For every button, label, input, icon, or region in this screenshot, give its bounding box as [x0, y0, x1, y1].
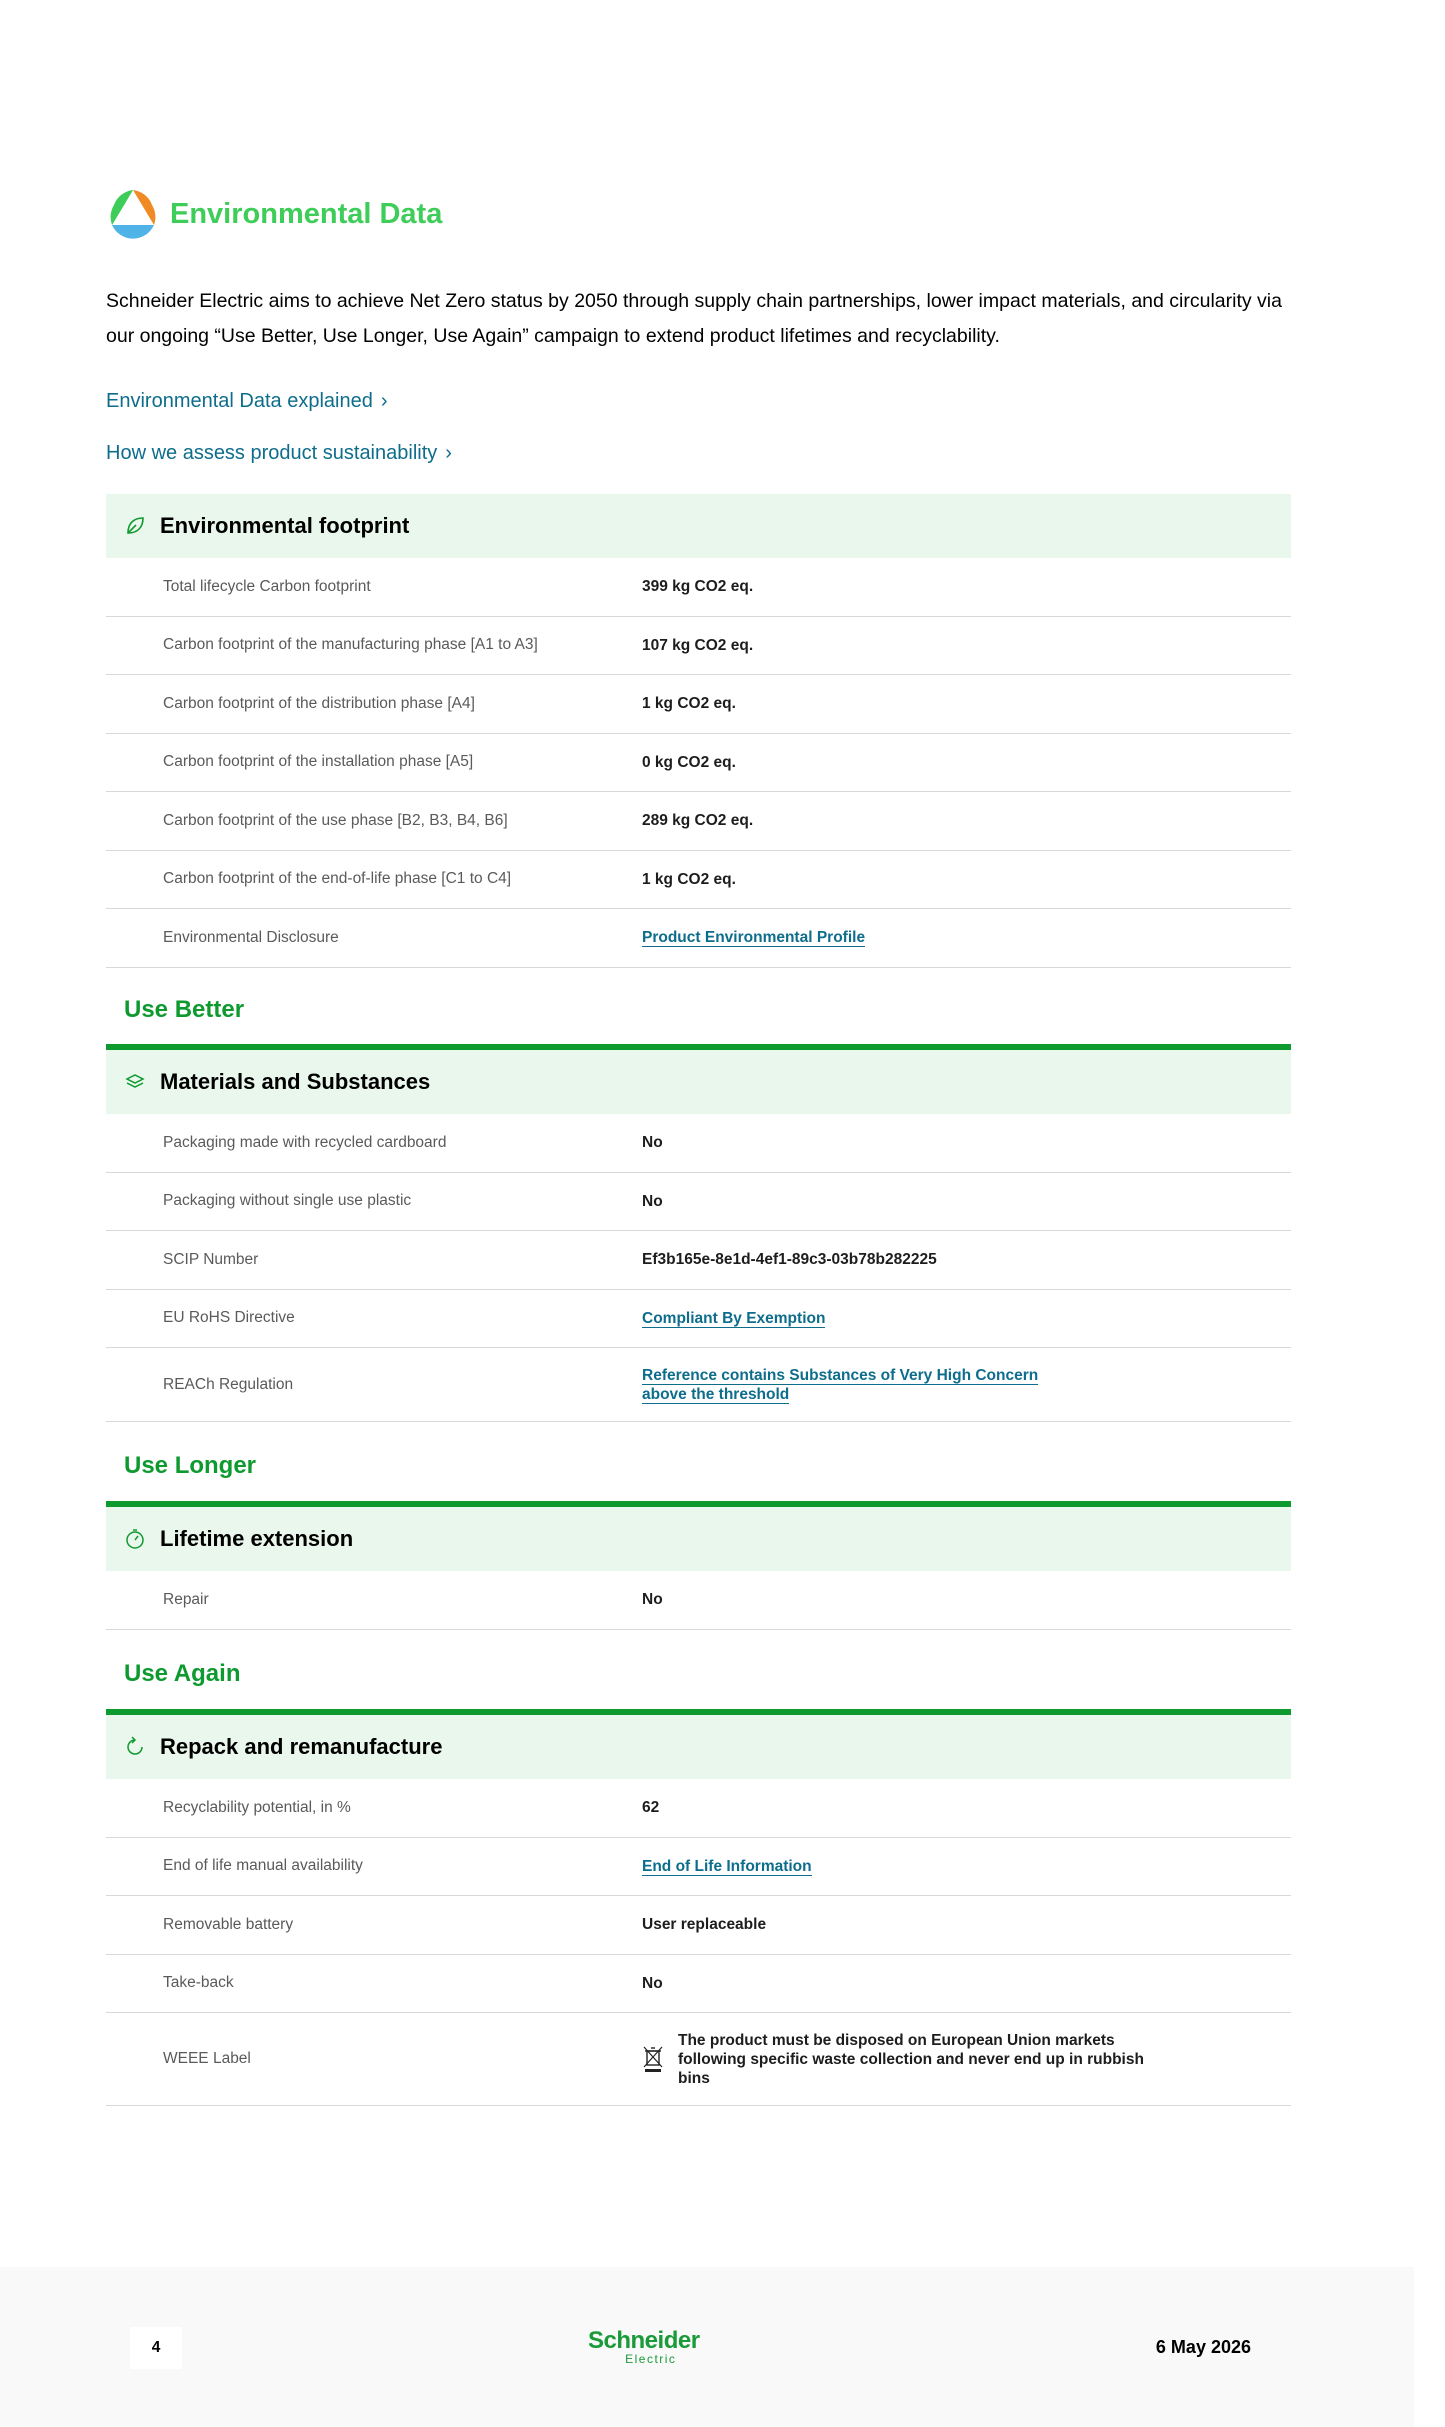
row-label: REACh Regulation [163, 1375, 294, 1393]
table-row [106, 1114, 1291, 1173]
table-row [106, 851, 1291, 910]
page-footer [0, 2267, 1414, 2427]
table-row [106, 1348, 1291, 1422]
chevron-right-icon: › [445, 442, 452, 464]
reach-svhc-link-line2[interactable]: above the threshold [642, 1385, 790, 1403]
row-label: End of life manual availability [163, 1857, 363, 1875]
row-value [642, 1309, 1291, 1328]
assess-sustainability-link[interactable] [106, 442, 452, 465]
materials-substances-section [106, 1044, 1291, 1422]
row-value: 0 kg CO2 eq. [642, 753, 736, 771]
table-row [106, 1231, 1291, 1290]
link-label: Environmental Data explained [106, 390, 373, 412]
row-label: WEEE Label [163, 2050, 251, 2067]
logo-line2: Electric [625, 2352, 677, 2366]
table-row [106, 1838, 1291, 1897]
row-label: Repair [163, 1590, 209, 1608]
environmental-footprint-section [106, 494, 1291, 968]
row-label: Removable battery [163, 1915, 294, 1933]
table-row [106, 1779, 1291, 1838]
table-row [106, 1571, 1291, 1630]
row-value: User replaceable [642, 1916, 767, 1934]
table-row [106, 792, 1291, 851]
row-label: Environmental Disclosure [163, 928, 339, 946]
table-row [106, 734, 1291, 793]
section-title: Materials and Substances [160, 1069, 431, 1094]
row-value: 107 kg CO2 eq. [642, 636, 754, 654]
table-row [106, 1896, 1291, 1955]
section-header [106, 494, 1291, 558]
table-row [106, 558, 1291, 617]
row-label: Carbon footprint of the manufacturing phase [A1 to A3] [163, 636, 538, 654]
row-label: Carbon footprint of the end-of-life phase [C1 to C4] [163, 870, 512, 888]
row-label: Carbon footprint of the distribution phase [A4] [163, 694, 475, 712]
section-header [106, 1044, 1291, 1114]
timer-icon [124, 1528, 146, 1550]
row-label: Take-back [163, 1974, 234, 1992]
row-label: Recyclability potential, in % [163, 1798, 351, 1816]
table-row [106, 617, 1291, 676]
footer-date: 6 May 2026 [1155, 2337, 1251, 2357]
row-label: EU RoHS Directive [163, 1309, 295, 1327]
section-title: Lifetime extension [160, 1526, 354, 1551]
repack-remanufacture-section [106, 1709, 1291, 2106]
weee-description: The product must be disposed on European Union markets following specific waste collection and never end up in rubbish bins [678, 2031, 1144, 2087]
intro-paragraph: Schneider Electric aims to achieve Net Zero status by 2050 through supply chain partnerships, lower impact materials, and circularity via our ongoing “Use Better, Use Longer, Use Again” campaign to extend product lifetimes and recyclability. [106, 290, 1282, 347]
row-value: 289 kg CO2 eq. [642, 812, 754, 830]
row-value [642, 1857, 1291, 1876]
row-value: 62 [642, 1799, 660, 1817]
layers-icon [124, 1071, 146, 1093]
row-value: No [642, 1974, 663, 1992]
table-row [106, 1290, 1291, 1349]
rohs-compliance-link[interactable]: Compliant By Exemption [642, 1309, 826, 1327]
section-header [106, 1709, 1291, 1779]
page-title: Environmental Data [170, 197, 443, 230]
leaf-icon [124, 515, 146, 537]
page-title-row [106, 186, 442, 242]
chevron-right-icon: › [380, 390, 388, 412]
lifetime-extension-section [106, 1501, 1291, 1630]
link-label: How we assess product sustainability [106, 442, 438, 464]
logo-line1: Schneider [588, 2327, 700, 2354]
row-value: 399 kg CO2 eq. [642, 578, 754, 596]
row-value [642, 2031, 1291, 2088]
group-title-use-better: Use Better [124, 996, 245, 1023]
row-value: No [642, 1591, 663, 1609]
environmental-logo-icon [106, 187, 160, 241]
section-header [106, 1501, 1291, 1571]
row-value [642, 1366, 1291, 1404]
reach-svhc-link[interactable]: Reference contains Substances of Very High Concern [642, 1366, 1039, 1384]
row-value [642, 928, 1291, 947]
row-value: No [642, 1134, 663, 1152]
end-of-life-information-link[interactable]: End of Life Information [642, 1857, 812, 1875]
row-label: SCIP Number [163, 1250, 259, 1268]
table-row [106, 1173, 1291, 1232]
group-title-use-again: Use Again [124, 1660, 241, 1687]
product-environmental-profile-link[interactable]: Product Environmental Profile [642, 929, 866, 947]
row-label: Packaging without single use plastic [163, 1192, 412, 1210]
section-title: Repack and remanufacture [160, 1734, 443, 1759]
row-value: 1 kg CO2 eq. [642, 870, 736, 888]
row-label: Carbon footprint of the installation phase [A5] [163, 753, 474, 771]
table-row [106, 2013, 1291, 2106]
refresh-icon [124, 1736, 146, 1758]
section-title: Environmental footprint [160, 513, 410, 538]
table-row [106, 1955, 1291, 2014]
row-label: Packaging made with recycled cardboard [163, 1133, 447, 1151]
environmental-data-explained-link[interactable] [106, 390, 388, 413]
row-value: 1 kg CO2 eq. [642, 695, 736, 713]
page-number: 4 [130, 2327, 182, 2369]
row-label: Carbon footprint of the use phase [B2, B3, B4, B6] [163, 811, 508, 829]
schneider-electric-logo [588, 2329, 700, 2365]
row-label: Total lifecycle Carbon footprint [163, 577, 371, 595]
table-row [106, 909, 1291, 968]
table-row [106, 675, 1291, 734]
crossed-bin-icon [642, 2045, 664, 2073]
group-title-use-longer: Use Longer [124, 1452, 257, 1479]
row-value: Ef3b165e-8e1d-4ef1-89c3-03b78b282225 [642, 1251, 937, 1269]
row-value: No [642, 1192, 663, 1210]
